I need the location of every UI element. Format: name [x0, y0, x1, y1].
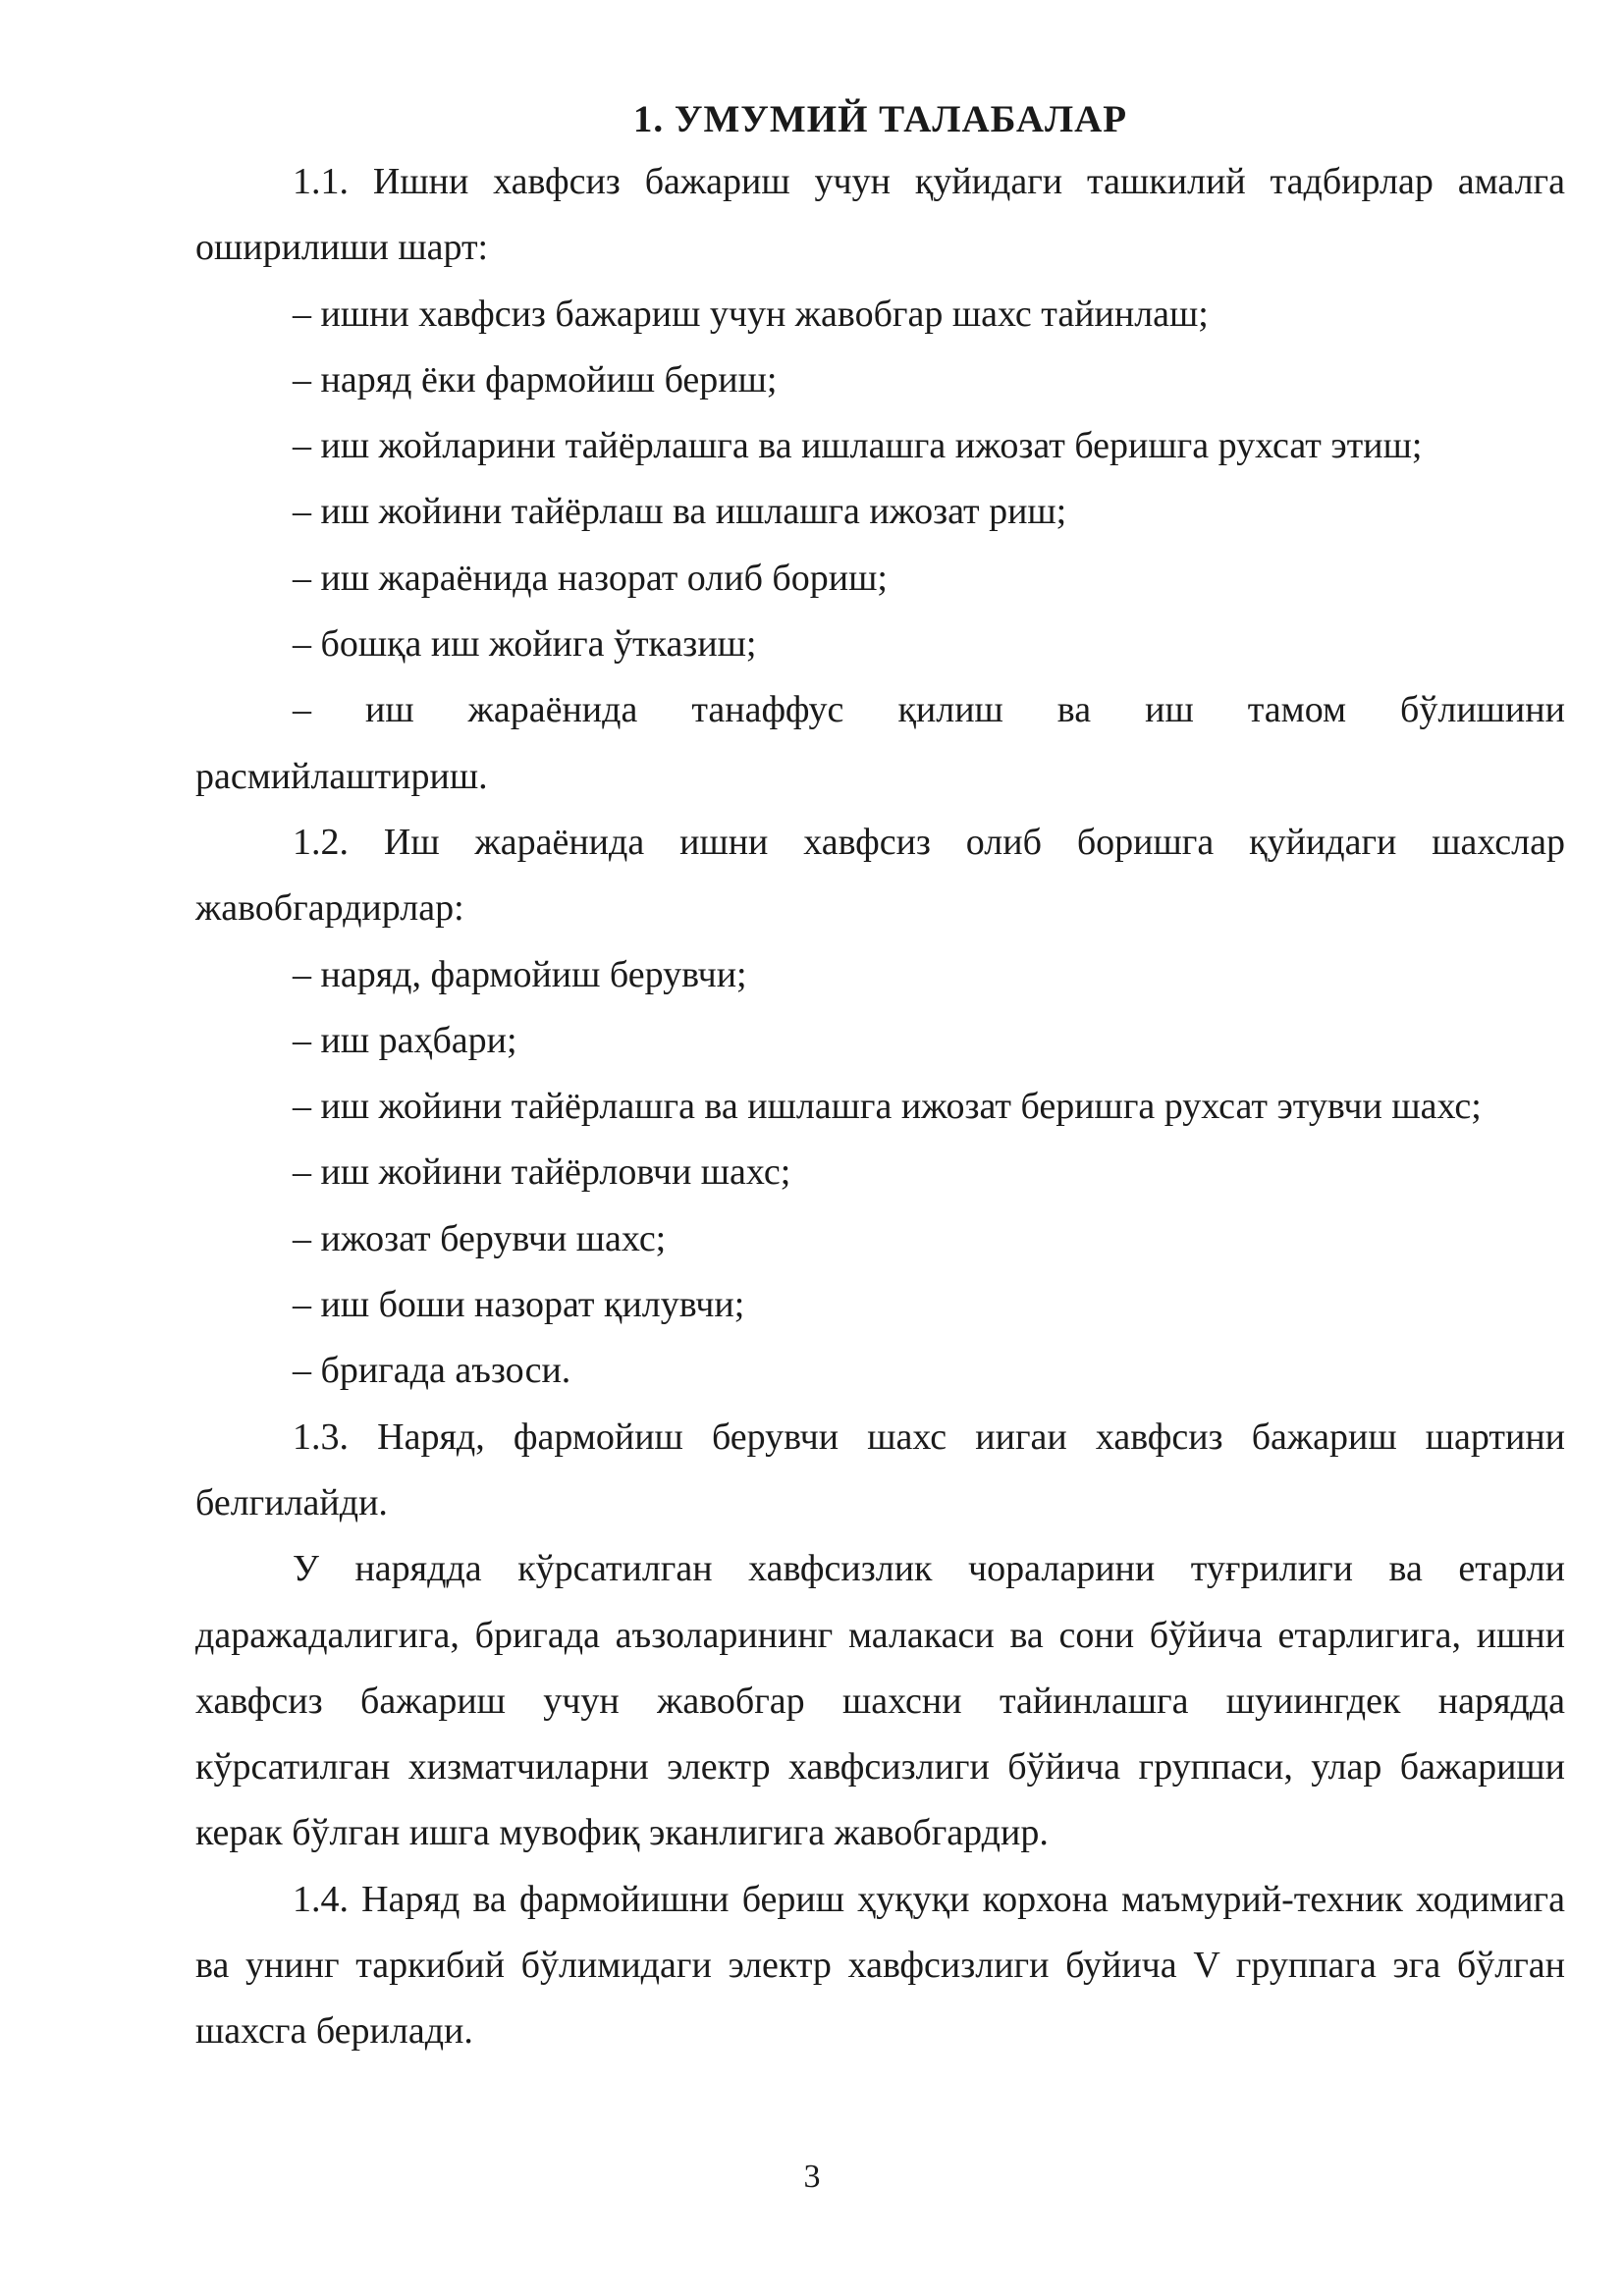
- page-number: 3: [803, 2159, 821, 2195]
- section-heading: 1. УМУМИЙ ТАЛАБАЛАР: [632, 98, 1128, 140]
- word: танаффус: [691, 689, 844, 731]
- list-item: – бригада аъзоси.: [293, 1350, 571, 1392]
- word: жараёнида: [467, 689, 638, 731]
- list-item-wrapped: – иш жойини тайёрлашга ва ишлашга ижозат беришга рухсат этувчи шахс;: [293, 1086, 1482, 1128]
- list-item: – иш жойини тайёрлаш ва ишлашга ижозат риш;: [293, 491, 1067, 533]
- word: қилиш: [897, 689, 1003, 731]
- word: –: [293, 689, 311, 731]
- paragraph-1-4: 1.4. Наряд ва фармойишни бериш ҳуқуқи корхона маъмурий-техник ходимига ва унинг таркибий бўлимидаги электр хавфсизлиги буйича V группага эга бўлган шахсга берилади.: [195, 1878, 1565, 2053]
- word: бўлишини: [1400, 689, 1565, 731]
- list-item: – наряд, фармойиш берувчи;: [293, 953, 747, 995]
- list-item: – иш жойларини тайёрлашга ва ишлашга ижозат беришга рухсат этиш;: [293, 425, 1423, 467]
- list-item: – иш жойини тайёрловчи шахс;: [293, 1151, 791, 1194]
- page-content: [195, 90, 1565, 2065]
- paragraph-1-3: 1.3. Наряд, фармойиш берувчи шахс иигаи хавфсиз бажариш шартини белгилайди.: [195, 1415, 1565, 1523]
- word: ва: [1056, 689, 1092, 731]
- list-item-spread-line: [195, 677, 1565, 743]
- list-item: – иш жараёнида назорат олиб бориш;: [293, 557, 888, 599]
- paragraph-responsibility: У нарядда кўрсатилган хавфсизлик чораларини туғрилиги ва етарли даражадалигига, бригада аъзоларининг малакаси ва сони бўйича етарлигига, ишни хавфсиз бажариш учун жавобгар шахсни тайинлашга шуиингдек нарядда кўрсатилган хизматчиларни электр хавфсизлиги бўйича группаси, улар бажариши керак бўлган ишга мувофиқ эканлигига жавобгардир.: [195, 1548, 1565, 1854]
- word: иш: [1145, 689, 1194, 731]
- word: тамом: [1247, 689, 1347, 731]
- list-item: – иш боши назорат қилувчи;: [293, 1284, 745, 1326]
- word: иш: [365, 689, 414, 731]
- paragraph-1-1: 1.1. Ишни хавфсиз бажариш учун қуйидаги ташкилий тадбирлар амалга оширилиши шарт:: [195, 161, 1565, 269]
- list-item: – иш раҳбари;: [293, 1019, 517, 1061]
- list-item: – бошқа иш жойига ўтказиш;: [293, 623, 757, 666]
- list-item: – ижозат берувчи шахс;: [293, 1217, 667, 1259]
- list-item: – наряд ёки фармойиш бериш;: [293, 358, 778, 400]
- list-item: – ишни хавфсиз бажариш учун жавобгар шахс тайинлаш;: [293, 293, 1209, 335]
- list-item-continuation: расмийлаштириш.: [195, 755, 488, 797]
- paragraph-1-2: 1.2. Иш жараёнида ишни хавфсиз олиб боришга қуйидаги шахслар жавобгардирлар:: [195, 821, 1565, 930]
